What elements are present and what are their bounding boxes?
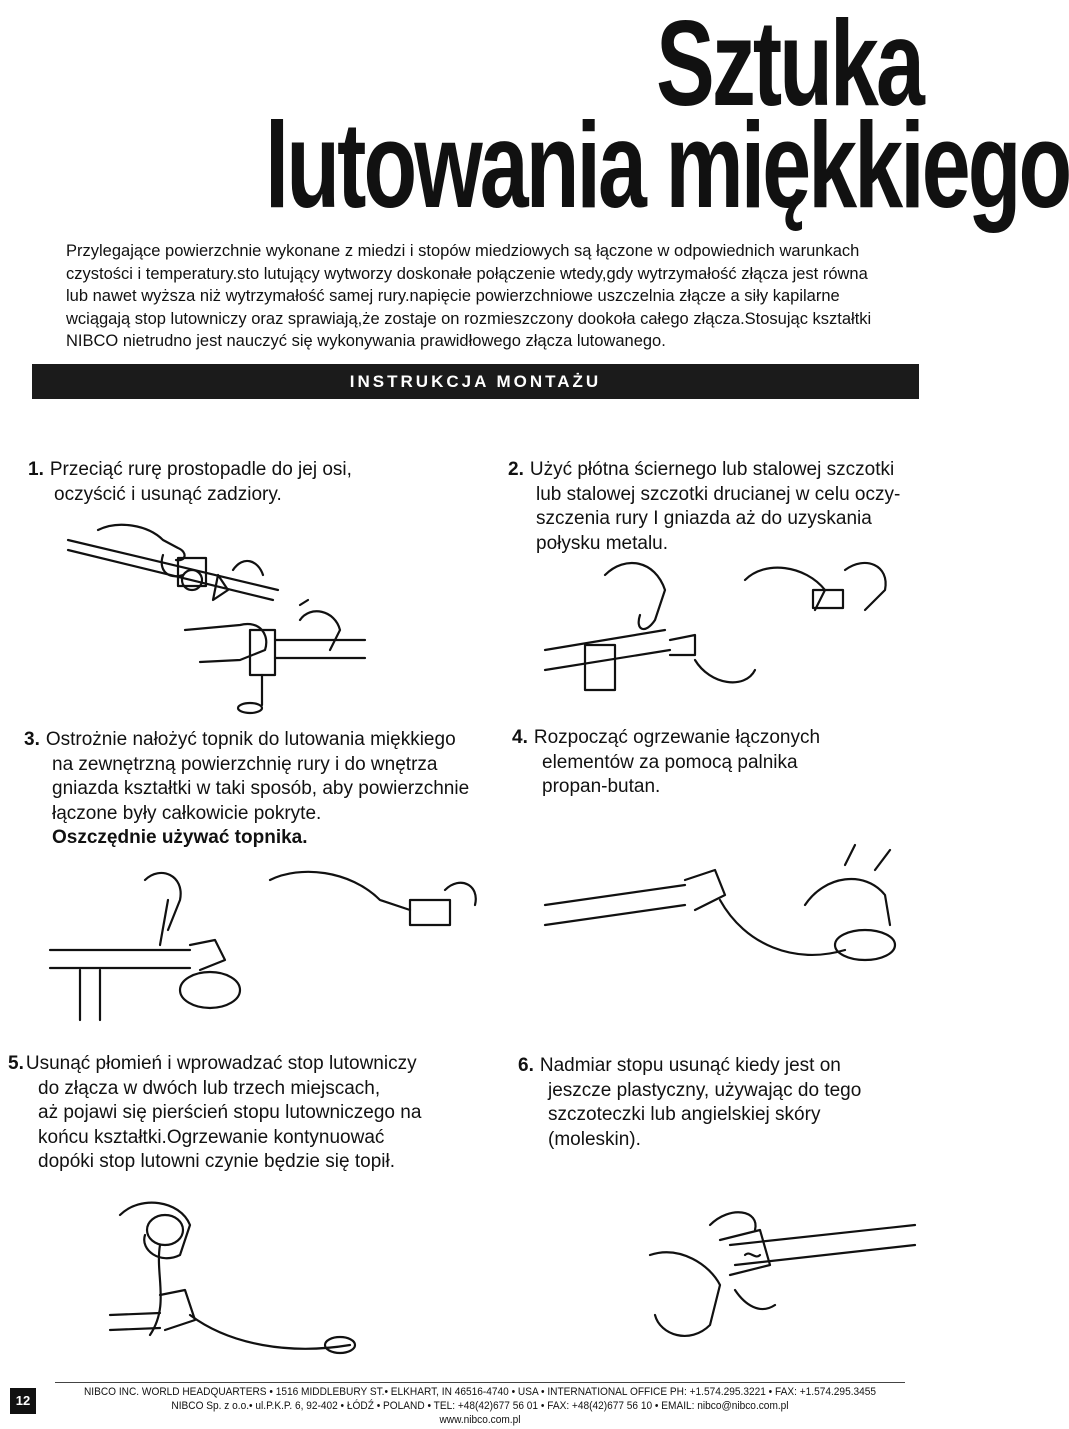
step-emphasis: Oszczędnie używać topnika. xyxy=(52,827,308,848)
step-text: szczenia rury I gniazda aż do uzyskania xyxy=(536,508,872,529)
step-2 xyxy=(508,458,948,556)
solder-drawing xyxy=(110,1195,360,1375)
intro-line: lub nawet wyższa niż wytrzymałość samej rury.napięcie powierzchniowe uszczelnia złącze a siły kapilarne xyxy=(66,287,840,305)
step-number: 3. xyxy=(24,729,40,750)
step-text: propan-butan. xyxy=(542,776,661,797)
pipe-cutter-drawing xyxy=(68,520,288,610)
step-text: elementów za pomocą palnika xyxy=(542,751,798,773)
page-title-line-2: lutowania miękkiego xyxy=(264,97,1069,233)
intro-paragraph xyxy=(66,240,896,353)
step-number: 5. xyxy=(8,1053,24,1074)
torch-heating-drawing xyxy=(545,845,935,1015)
step-text: oczyścić i usunąć zadziory. xyxy=(54,483,282,505)
intro-line: Przylegające powierzchnie wykonane z miedzi i stopów miedziowych są łączone w odpowiednich warunkach xyxy=(66,242,860,260)
step-5 xyxy=(8,1052,498,1175)
step-text: Usunąć płomień i wprowadzać stop lutowniczy xyxy=(25,1053,417,1074)
section-banner: INSTRUKCJA MONTAŻU xyxy=(32,364,919,399)
flux-brush-drawing xyxy=(50,860,490,1035)
step-text: aż pojawi się pierścień stopu lutowniczego na xyxy=(38,1102,422,1123)
step-text: gniazda kształtki w taki sposób, aby powierzchnie xyxy=(52,778,470,799)
intro-line: NIBCO nietrudno jest nauczyć się wykonywania prawidłowego złącza lutowanego. xyxy=(66,332,666,350)
step-3 xyxy=(24,728,504,851)
step-text: do złącza w dwóch lub trzech miejscach, xyxy=(38,1077,381,1099)
step-text: Rozpocząć ogrzewanie łączonych xyxy=(533,727,821,748)
step-text: jeszcze plastyczny, używając do tego xyxy=(548,1079,862,1101)
step-text: dopóki stop lutowni czynie będzie się topił. xyxy=(38,1151,395,1172)
step-text: łączone były całkowicie pokryte. xyxy=(52,802,322,824)
page-title-line-1: Sztuka xyxy=(656,0,922,131)
step-text: Przeciąć rurę prostopadle do jej osi, xyxy=(49,459,352,480)
intro-line: wciągają stop lutowniczy oraz sprawiają,że zostaje on rozmieszczony dookoła całego złącza.Stosując kształtki xyxy=(66,309,872,328)
wiping-drawing xyxy=(650,1195,920,1360)
step-number: 6. xyxy=(518,1055,534,1076)
sanding-drawing xyxy=(545,550,905,715)
step-number: 4. xyxy=(512,727,528,748)
step-text: Ostrożnie nałożyć topnik do lutowania miękkiego xyxy=(45,729,456,750)
footer-address-1: NIBCO INC. WORLD HEADQUARTERS • 1516 MIDDLEBURY ST.• ELKHART, IN 46516-4740 • USA • INTERNATIONAL OFFICE PH: +1.574.295.3221 • FAX: +1.574.295.3455 xyxy=(83,1386,877,1398)
footer-divider xyxy=(55,1382,905,1383)
step-6 xyxy=(518,1054,928,1152)
step-number: 1. xyxy=(28,459,44,480)
step-text: połysku metalu. xyxy=(536,532,669,554)
step-text: lub stalowej szczotki drucianej w celu oczy- xyxy=(536,483,901,505)
step-text: Użyć płótna ściernego lub stalowej szczotki xyxy=(529,459,895,480)
step-4 xyxy=(512,726,912,800)
intro-line: czystości i temperatury.sto lutujący wytworzy doskonałe połączenie wtedy,gdy wytrzymałość złącza jest równa xyxy=(66,264,868,283)
footer-website[interactable]: www.nibco.com.pl xyxy=(439,1414,521,1426)
step-text: na zewnętrzną powierzchnię rury i do wnętrza xyxy=(52,753,438,775)
step-text: szczoteczki lub angielskiej skóry xyxy=(548,1104,821,1125)
deburring-drawing xyxy=(180,600,370,715)
step-number: 2. xyxy=(508,459,524,480)
page-number: 12 xyxy=(10,1388,36,1414)
step-1 xyxy=(28,458,468,507)
step-text: Nadmiar stopu usunąć kiedy jest on xyxy=(539,1055,841,1076)
step-text: (moleskin). xyxy=(548,1128,641,1150)
step-text: końcu kształtki.Ogrzewanie kontynuować xyxy=(38,1126,385,1148)
footer-address-2: NIBCO Sp. z o.o.• ul.P.K.P. 6, 92-402 • ŁÓDŹ • POLAND • TEL: +48(42)677 56 01 • FAX: +48(42)677 56 10 • EMAIL: nibco@nibco.com.pl xyxy=(171,1400,789,1412)
